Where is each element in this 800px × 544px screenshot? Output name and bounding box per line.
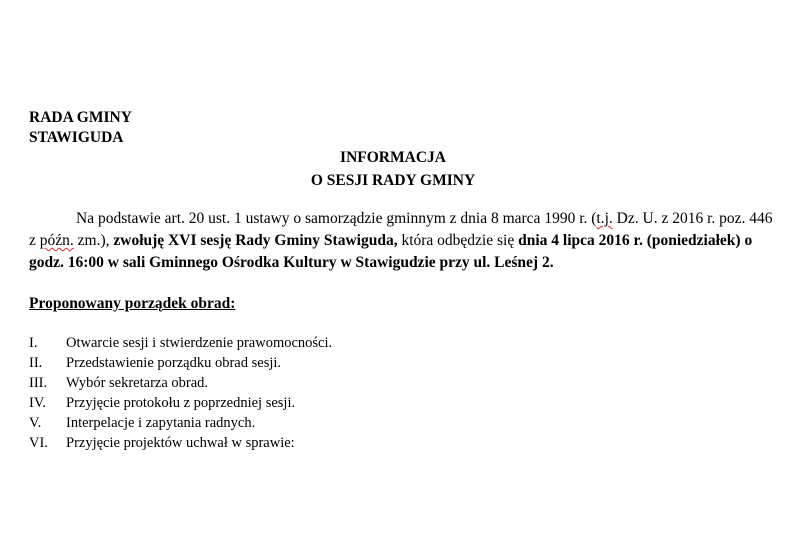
agenda-item-text: Wybór sekretarza obrad.: [66, 375, 209, 391]
session-convocation: zwołuję XVI sesję Rady Gminy Stawiguda,: [113, 232, 398, 249]
agenda-item-number: VI.: [29, 435, 48, 451]
spellcheck-word-pozn: późn.: [39, 232, 74, 249]
agenda-item-number: III.: [29, 375, 48, 391]
announcement-paragraph: [29, 208, 774, 274]
organization-name-line1: RADA GMINY: [29, 109, 132, 126]
agenda-item-number: II.: [29, 355, 43, 371]
agenda-item-number: I.: [29, 335, 38, 351]
agenda-item-text: Przyjęcie projektów uchwał w sprawie:: [66, 435, 295, 451]
spellcheck-word-tj: t.j.: [596, 210, 613, 227]
agenda-item-text: Przedstawienie porządku obrad sesji.: [66, 355, 282, 371]
document-subtitle: O SESJI RADY GMINY: [310, 172, 476, 189]
paragraph-text-4: która odbędzie się: [397, 232, 519, 249]
agenda-heading: Proponowany porządek obrad:: [29, 295, 236, 312]
paragraph-text-2: Dz. U. z 2016 r. poz. 446 z: [29, 210, 773, 249]
session-date-place: dnia 4 lipca 2016 r. (poniedziałek) o godz. 16:00 w sali Gminnego Ośrodka Kultury w Stawigudzie przy ul. Leśnej 2.: [29, 232, 753, 271]
organization-name-line2: STAWIGUDA: [29, 129, 124, 146]
agenda-item-text: Otwarcie sesji i stwierdzenie prawomocności.: [66, 335, 333, 351]
document-title: INFORMACJA: [340, 149, 446, 166]
agenda-item-text: Przyjęcie protokołu z poprzedniej sesji.: [66, 395, 296, 411]
paragraph-text-3: zm.),: [73, 232, 114, 249]
agenda-item-number: IV.: [29, 395, 47, 411]
paragraph-text-1: Na podstawie art. 20 ust. 1 ustawy o samorządzie gminnym z dnia 8 marca 1990 r. (: [76, 210, 597, 227]
agenda-item-number: V.: [29, 415, 42, 431]
agenda-item-text: Interpelacje i zapytania radnych.: [66, 415, 256, 431]
